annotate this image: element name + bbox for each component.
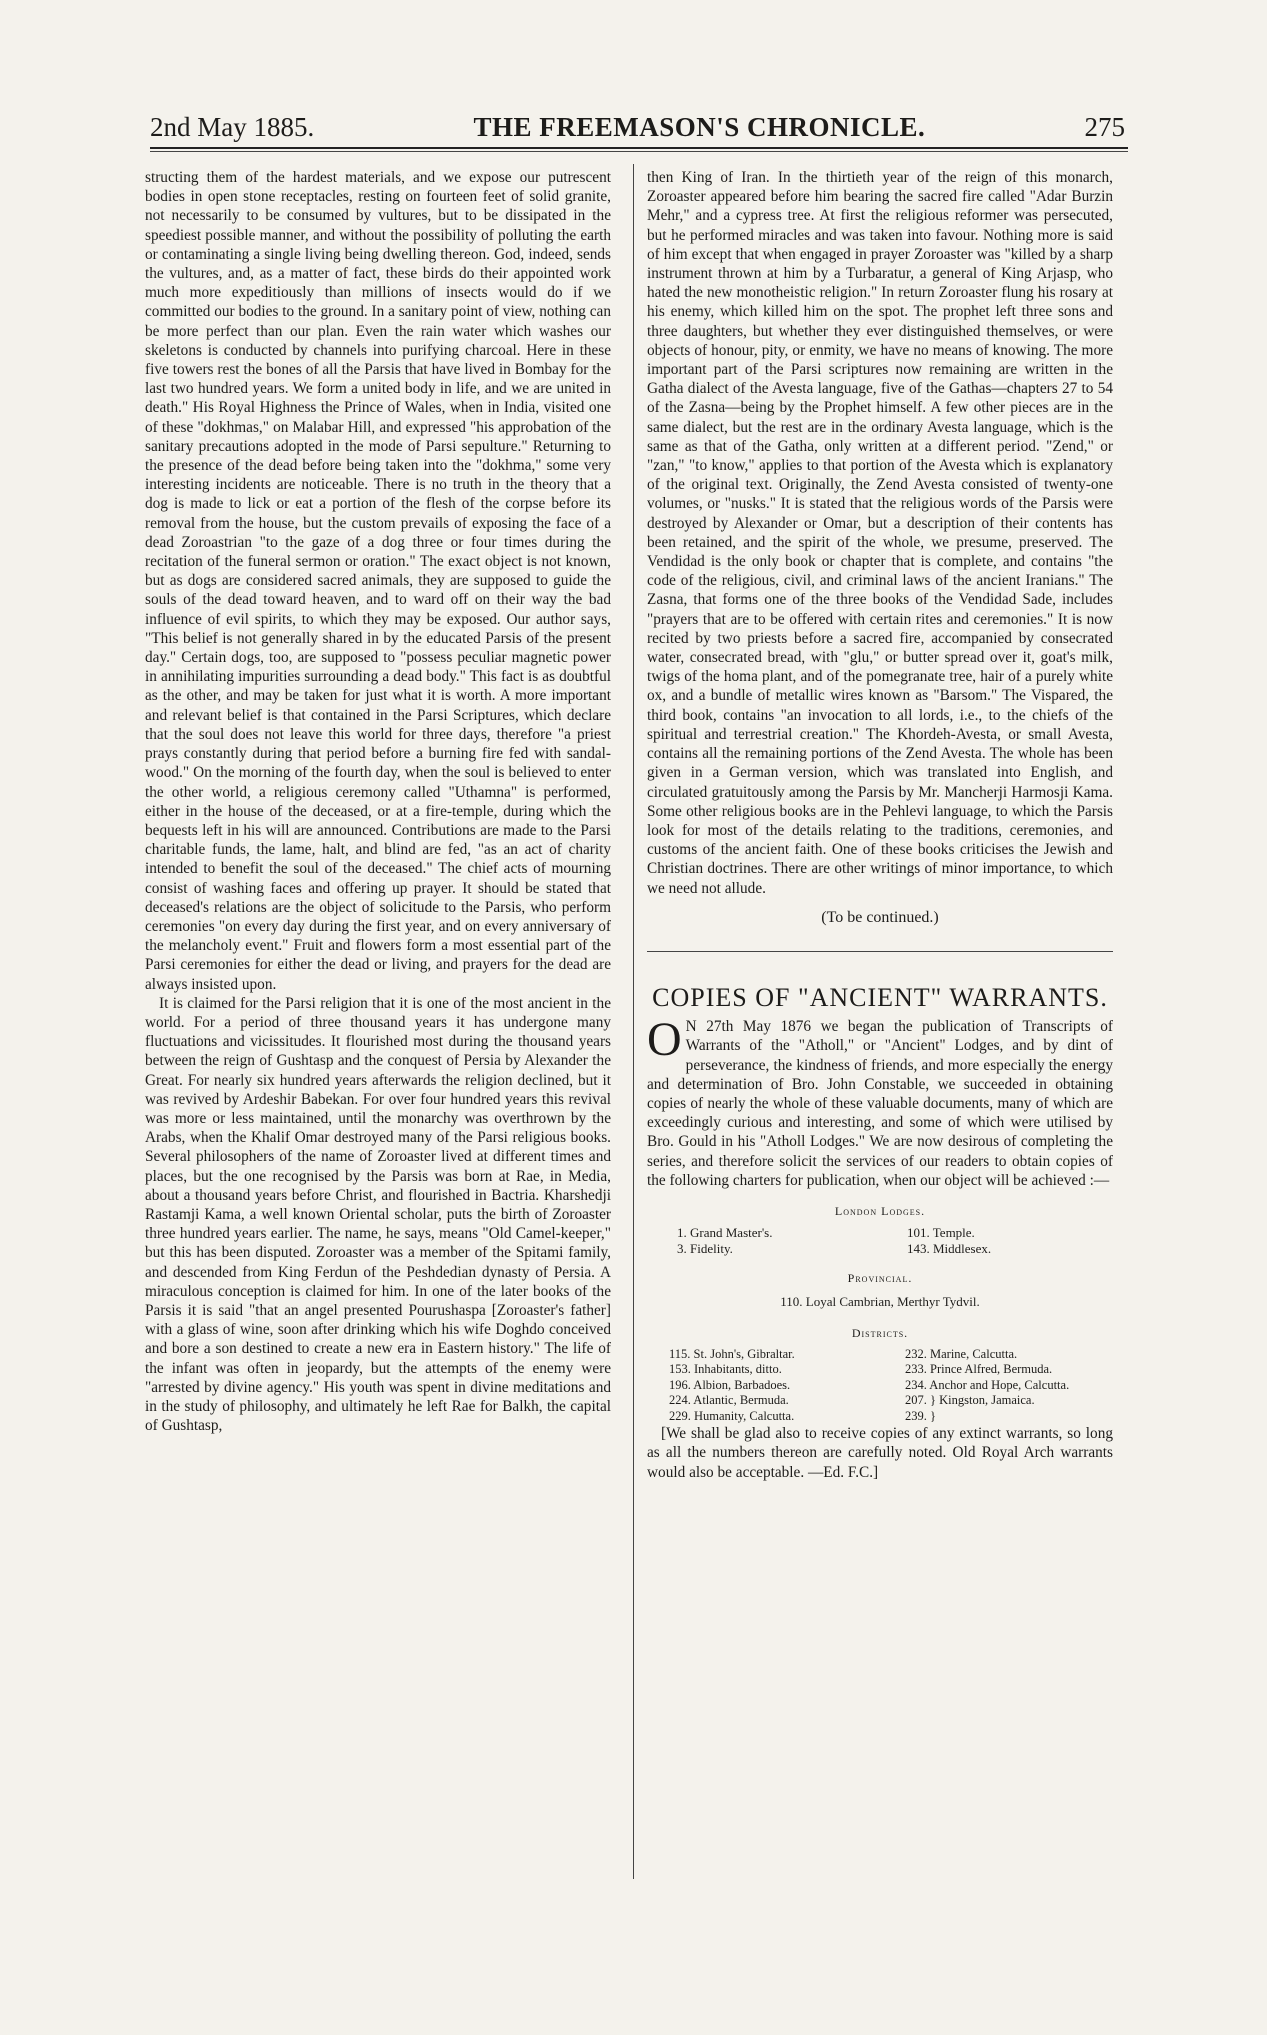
provincial-heading: Provincial. [847, 1271, 913, 1286]
page-header [150, 112, 1125, 146]
district-entry: 232. Marine, Calcutta. [905, 1346, 1018, 1361]
district-entry: 196. Albion, Barbadoes. [669, 1377, 791, 1392]
column-divider [633, 164, 634, 1879]
district-entry: 233. Prince Alfred, Bermuda. [905, 1362, 1053, 1377]
warrants-text: N 27th May 1876 we began the publication of Transcripts of Warrants of the "Atholl," or "Ancient" Lodges, and by dint of perseverance, the kindness of friends, and more especially the energy and determination of Bro. John Constable, we succeeded in obtaining copies of nearly the whole of these valuable documents, many of which are exceedingly curious and interesting, and some of which were utilised by Bro. Gould in his "Atholl Lodges." We are now desirous of completing the series, and therefore solicit the services of our readers to obtain copies of the following charters for publication, when our object will be achieved :— [647, 1018, 1113, 1189]
provincial-entry: 110. Loyal Cambrian, Merthyr Tydvil. [780, 1294, 980, 1310]
right-column [647, 168, 1113, 1482]
lodge-entry: 1. Grand Master's. [677, 1225, 773, 1241]
editor-note: [We shall be glad also to receive copies of any extinct warrants, so long as all the numbers thereon are carefully noted. Old Royal Arch warrants would also be acceptable. —Ed. F.C.] [647, 1425, 1113, 1481]
article-paragraph: structing them of the hardest materials, and we expose our putrescent bodies in open stone receptacles, resting on fourteen feet of solid granite, not necessarily to be consumed by vultures, but to be dissipated in the speediest possible manner, and without the possibility of polluting the earth or contaminating a single living being dwelling thereon. God, indeed, sends the vultures, and, as a matter of fact, these birds do their appointed work much more expeditiously than millions of insects would do if we committed our bodies to the ground. In a sanitary point of view, nothing can be more perfect than our plan. Even the rain water which washes our skeletons is conducted by channels into purifying charcoal. Here in these five towers rest the bones of all the Parsis that have lived in Bombay for the last two hundred years. We form a united body in life, and we are united in death." His Royal Highness the Prince of Wales, when in India, visited one of these "dokhmas," on Malabar Hill, and expressed "his approbation of the sanitary precautions adopted in the mode of Parsi sepulture." Returning to the presence of the dead before being taken into the "dokhma," some very interesting incidents are noticeable. There is no truth in the theory that a dog is made to lick or eat a portion of the flesh of the corpse before its removal from the house, but the custom prevails of exposing the face of a dead Zoroastrian "to the gaze of a dog three or four times during the recitation of the funeral sermon or oration." The exact object is not known, but as dogs are considered sacred animals, they are supposed to guide the souls of the dead toward heaven, and to ward off on their way the bad influence of evil spirits, to which they may be exposed. Our author says, "This belief is not generally shared in by the educated Parsis of the present day." Certain dogs, too, are supposed to "possess peculiar magnetic power in annihilating impurities surrounding a dead body." This fact is as doubtful as the other, and may be taken for just what it is worth. A more important and relevant belief is that contained in the Parsi Scriptures, which declare that the soul does not leave this world for three days, therefore "a priest prays constantly during that period before a burning fire fed with sandal-wood." On the morning of the fourth day, when the soul is believed to enter the other world, a religious ceremony called "Uthamna" is performed, either in the house of the deceased, or at a fire-temple, during which the bequests left in his will are announced. Contributions are made to the Parsi charitable funds, the lame, halt, and blind are fed, "as an act of charity intended to benefit the soul of the deceased." The chief acts of mourning consist of washing faces and offering up prayer. It should be stated that deceased's relations are the object of solicitude to the Parsis, who perform ceremonies "on every day during the first year, and on every anniversary of the melancholy event." Fruit and flowers form a most essential part of the Parsi ceremonies for either the dead or living, and prayers for the dead are always insisted upon. [145, 169, 611, 993]
header-rule-thin [150, 151, 1128, 152]
lodge-entry: 101. Temple. [907, 1225, 975, 1241]
london-lodges-heading: London Lodges. [834, 1203, 926, 1218]
district-entry: 224. Atlantic, Bermuda. [669, 1393, 789, 1408]
district-entry: 207. } Kingston, Jamaica. [905, 1393, 1035, 1408]
district-entry: 115. St. John's, Gibraltar. [669, 1346, 795, 1361]
issue-date: 2nd May 1885. [150, 112, 315, 142]
section-title: COPIES OF "ANCIENT" WARRANTS. [652, 982, 1108, 1012]
districts-list [647, 1347, 1113, 1425]
district-entry: 229. Humanity, Calcutta. [669, 1408, 795, 1423]
district-entry: 234. Anchor and Hope, Calcutta. [905, 1377, 1070, 1392]
masthead-title: THE FREEMASON'S CHRONICLE. [473, 112, 926, 142]
article-paragraph: then King of Iran. In the thirtieth year of the reign of this monarch, Zoroaster appeared before him bearing the sacred fire called "Adar Burzin Mehr," and a cypress tree. At first the religious reformer was persecuted, but he performed miracles and was taken into favour. Nothing more is said of him except that when engaged in prayer Zoroaster was "killed by a sharp instrument thrown at him by a Turbaratur, a general of King Arjasp, who hated the new monotheistic religion." In return Zoroaster flung his rosary at his enemy, which killed him on the spot. The prophet left three sons and three daughters, but whether they ever distinguished themselves, or were objects of honour, pity, or enmity, we have no means of knowing. The more important part of the Parsi scriptures now remaining are written in the Gatha dialect of the Avesta language, five of the Gathas—chapters 27 to 54 of the Zasna—being by the Prophet himself. A few other pieces are in the same dialect, but the rest are in the ordinary Avesta language, which is the same as that of the Gatha, only written at a different period. "Zend," or "zan," "to know," applies to that portion of the Avesta which is explanatory of the original text. Originally, the Zend Avesta consisted of twenty-one volumes, or "nusks." It is stated that the religious words of the Parsis were destroyed by Alexander or Omar, but a description of their contents has been retained, and the spirit of the whole, we presume, preserved. The Vendidad is the only book or chapter that is complete, and contains "the code of the religious, civil, and criminal laws of the ancient Iranians." The Zasna, that forms one of the three books of the Vendidad Sade, includes "prayers that are to be offered with certain rites and ceremonies." It is now recited by two priests before a sacred fire, accompanied by consecrated water, consecrated bread, with "glu," or butter spread over it, goat's milk, twigs of the homa plant, and of the pomegranate tree, hair of a purely white ox, and a bundle of metallic wires known as "Barsom." The Vispared, the third book, contains "an invocation to all lords, i.e., to the chiefs of the spiritual and terrestrial creation." The Khordeh-Avesta, or small Avesta, contains all the remaining portions of the Zend Avesta. The whole has been given in a German version, which was translated into English, and circulated gratuitously among the Parsis by Mr. Mancherji Harmosji Kama. Some other religious books are in the Pehlevi language, to which the Parsis look for most of the details relating to the traditions, ceremonies, and customs of the ancient faith. One of these books criticises the Jewish and Christian doctrines. There are other writings of minor importance, to which we need not allude. [647, 169, 1113, 897]
article-paragraph: It is claimed for the Parsi religion that it is one of the most ancient in the world. For a period of three thousand years it has undergone many fluctuations and vicissitudes. It flourished most during the thousand years between the reign of Gushtasp and the conquest of Persia by Alexander the Great. For nearly six hundred years afterwards the religion declined, but it was revived by Ardeshir Babekan. For over four hundred years this revival was more or less maintained, until the monarchy was overthrown by the Arabs, when the Khalif Omar destroyed many of the Parsi religious books. Several philosophers of the name of Zoroaster lived at different times and places, but the one recognised by the Parsis was born at Rae, in Media, about a thousand years before Christ, and flourished in Bactria. Kharshedji Rastamji Kama, a well known Oriental scholar, puts the birth of Zoroaster three hundred years earlier. The name, he says, means "Old Camel-keeper," but this has been disputed. Zoroaster was a member of the Spitami family, and descended from King Ferdun of the Peshdedian dynasty of Persia. A miraculous conception is claimed for him. In one of the later books of the Parsis it is said "that an angel presented Pourushaspa [Zoroaster's father] with a glass of wine, soon after drinking which his wife Doghdo conceived and bore a son destined to create a new era in Eastern history." The life of the infant was often in jeopardy, but the attempts of the enemy were "arrested by divine agency." His youth was spent in divine meditations and in the study of philosophy, and ultimately he left Rae for Balkh, the capital of Gushtasp, [145, 994, 611, 1435]
warrants-paragraph [647, 1013, 1113, 1190]
drop-cap: O [647, 1013, 682, 1067]
london-lodges-list [647, 1225, 1113, 1257]
section-rule [647, 951, 1113, 952]
page-number: 275 [1084, 112, 1125, 142]
lodge-entry: 143. Middlesex. [907, 1241, 992, 1257]
lodge-entry: 3. Fidelity. [677, 1241, 733, 1257]
left-column [145, 168, 611, 1435]
header-rule [150, 147, 1128, 149]
district-entry: 239. } [905, 1408, 936, 1423]
to-be-continued: (To be continued.) [821, 908, 939, 926]
district-entry: 153. Inhabitants, ditto. [669, 1362, 782, 1377]
districts-heading: Districts. [851, 1325, 909, 1340]
